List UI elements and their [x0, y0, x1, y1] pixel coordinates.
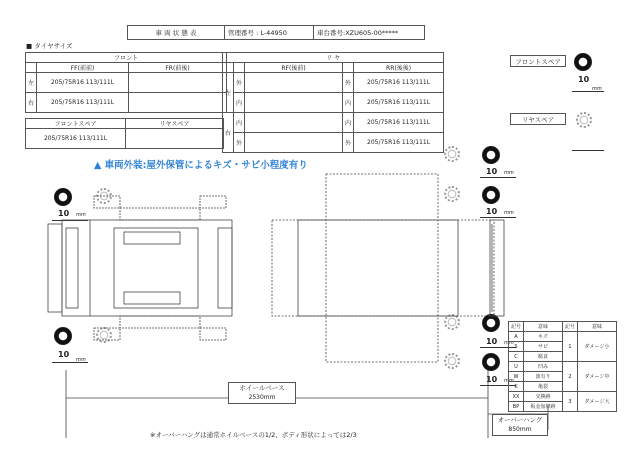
legend-meaning: 交換跡	[524, 392, 563, 402]
legend-header-meaning-2: 意味	[578, 322, 617, 332]
damage-level: 3	[563, 392, 578, 412]
legend-meaning: 腐食	[524, 352, 563, 362]
rear-label: リ ヤ	[223, 53, 444, 63]
mm-unit: mm	[76, 357, 86, 363]
legend-meaning: 亀裂	[524, 382, 563, 392]
legend-meaning: キズ	[524, 332, 563, 342]
overhang-label: オーバーハング	[497, 416, 543, 424]
legend-symbol: C	[509, 352, 524, 362]
legend-symbol: BP	[509, 402, 524, 412]
legend-meaning: 凹み	[524, 362, 563, 372]
tread-value: 10	[486, 375, 498, 384]
exterior-note: ▲ 車両外装:屋外保管によるキズ・サビ小程度有り	[94, 160, 308, 171]
legend-symbol: K	[509, 382, 524, 392]
outer-label: 外	[234, 133, 245, 153]
front-spare-size: 205/75R16 113/111L	[26, 129, 126, 149]
legend-header-meaning: 意味	[524, 322, 563, 332]
legend-table	[508, 321, 617, 412]
damage-meaning: ダメージ中	[578, 362, 617, 392]
right-front-spare-label: フロントスペア	[515, 58, 561, 66]
legend-header-symbol-2: 記号	[563, 322, 578, 332]
front-spare-label: フロントスペア	[26, 119, 126, 129]
legend-header-symbol: 記号	[509, 322, 524, 332]
inner-label: 内	[234, 113, 245, 133]
legend-symbol: S	[509, 342, 524, 352]
rear-left-label: 左	[223, 73, 234, 113]
damage-level: 1	[563, 332, 578, 362]
sheet-title: 車 両 状 態 表	[128, 26, 225, 40]
legend-symbol: U	[509, 362, 524, 372]
inner-label: 内	[343, 93, 354, 113]
mm-unit: mm	[504, 340, 514, 346]
rr-size-3: 205/75R16 113/111L	[354, 113, 444, 133]
legend-meaning: サビ	[524, 342, 563, 352]
mm-unit: mm	[592, 86, 602, 92]
rr-size-1: 205/75R16 113/111L	[354, 73, 444, 93]
mgmt-label: 管理番号	[228, 29, 254, 37]
right-label: 右	[26, 93, 37, 113]
overhang-box	[492, 414, 548, 436]
tire-section-title: ■ タイヤサイズ	[26, 42, 73, 50]
overhang-value: 850mm	[508, 425, 532, 433]
legend-meaning: 波有り	[524, 372, 563, 382]
rr-label: RR(後後)	[354, 63, 444, 73]
fr-label: FR(前後)	[129, 63, 227, 73]
outer-label: 外	[234, 73, 245, 93]
rr-size-2: 205/75R16 113/111L	[354, 93, 444, 113]
outer-label: 外	[343, 133, 354, 153]
front-spare-tread: 10	[578, 75, 590, 84]
legend-symbol: A	[509, 332, 524, 342]
wheelbase-value: 2530mm	[248, 393, 276, 401]
front-label: フロント	[26, 53, 227, 63]
damage-meaning: ダメージ大	[578, 392, 617, 412]
wheelbase-label: ホイールベース	[239, 384, 285, 392]
right-rear-spare-label: リヤスペア	[521, 116, 555, 124]
damage-meaning: ダメージ小	[578, 332, 617, 362]
legend-symbol: W	[509, 372, 524, 382]
legend-symbol: XX	[509, 392, 524, 402]
mgmt-value: L-44950	[260, 29, 287, 37]
header-table: 車 両 状 態 表 管理番号 : L-44950 車台番号:XZU605-00*****	[127, 25, 425, 40]
footnote: ※オーバーハングは通常ホイルベースの1/2、ボディ形状によっては2/3	[150, 431, 357, 439]
left-label: 左	[26, 73, 37, 93]
rr-size-4: 205/75R16 113/111L	[354, 133, 444, 153]
ff-label: FF(前前)	[37, 63, 129, 73]
mm-unit: mm	[504, 378, 514, 384]
tread-value: 10	[486, 167, 498, 176]
rf-label: RF(後前)	[245, 63, 343, 73]
inner-label: 内	[234, 93, 245, 113]
rear-spare-label: リヤスペア	[126, 119, 224, 129]
tread-value: 10	[58, 209, 70, 218]
ff-right-size: 205/75R16 113/111L	[37, 93, 129, 113]
mm-unit: mm	[504, 170, 514, 176]
damage-level: 2	[563, 362, 578, 392]
inner-label: 内	[343, 113, 354, 133]
mm-unit: mm	[504, 210, 514, 216]
mm-unit: mm	[76, 212, 86, 218]
wheelbase-box	[228, 382, 296, 404]
chassis-value: XZU605-00*****	[345, 29, 399, 37]
tread-value: 10	[486, 337, 498, 346]
legend-meaning: 板金加修跡	[524, 402, 563, 412]
chassis-label: 車台番号	[317, 29, 343, 37]
tread-value: 10	[58, 350, 70, 359]
rear-right-label: 右	[223, 113, 234, 153]
ff-left-size: 205/75R16 113/111L	[37, 73, 129, 93]
outer-label: 外	[343, 73, 354, 93]
tread-value: 10	[486, 207, 498, 216]
